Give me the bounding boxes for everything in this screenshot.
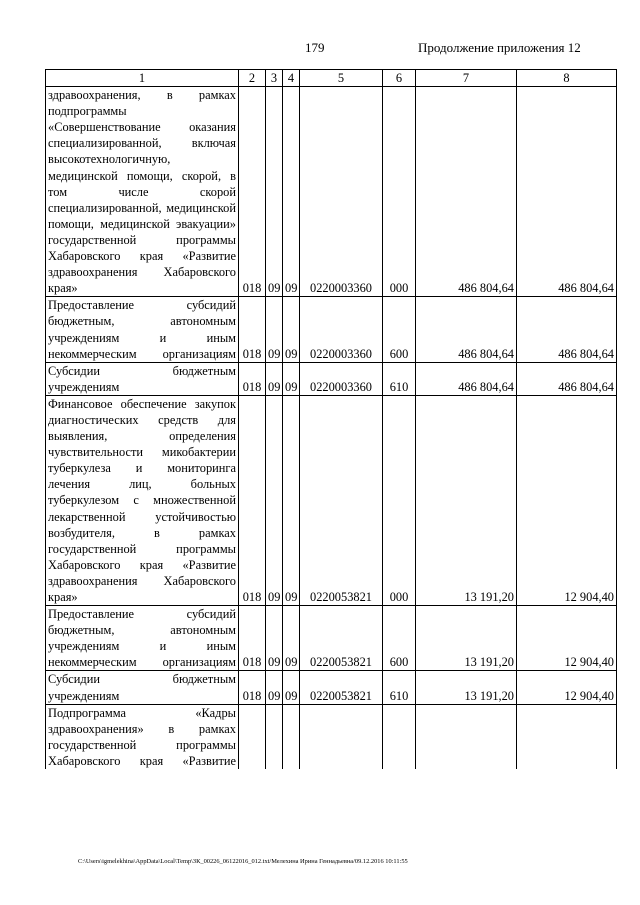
row-description xyxy=(46,671,239,704)
row-description xyxy=(46,606,239,671)
table-row xyxy=(46,704,617,769)
appendix-continuation-label: Продолжение приложения 12 xyxy=(418,40,581,55)
cell-target-article: 0220053821 xyxy=(300,606,383,671)
cell-section xyxy=(266,704,283,769)
row-description xyxy=(46,297,239,362)
cell-amount-col7: 486 804,64 xyxy=(416,297,517,362)
cell-amount-col7: 13 191,20 xyxy=(416,395,517,605)
cell-amount-col8: 486 804,64 xyxy=(517,87,617,297)
cell-amount-col8: 486 804,64 xyxy=(517,297,617,362)
cell-target-article: 0220003360 xyxy=(300,362,383,395)
budget-table xyxy=(45,69,617,769)
table-row xyxy=(46,671,617,704)
column-header: 6 xyxy=(383,70,416,87)
cell-ministry-code: 018 xyxy=(239,395,266,605)
description-text: здравоохранения, в рамках подпрограммы «Совершенствование оказания специализированной, включая высокотехнологичную, медицинской помощи, скорой, в том числе скорой специализированной, медицинской помощи, медицинской эвакуации» государственной программы Хабаровского края «Развитие здравоохранения Хабаровского края» xyxy=(48,88,236,296)
cell-amount-col7 xyxy=(416,704,517,769)
cell-amount-col8: 12 904,40 xyxy=(517,395,617,605)
table-row xyxy=(46,606,617,671)
row-description xyxy=(46,87,239,297)
table-header-row xyxy=(46,70,617,87)
cell-ministry-code: 018 xyxy=(239,606,266,671)
cell-ministry-code: 018 xyxy=(239,87,266,297)
cell-ministry-code: 018 xyxy=(239,362,266,395)
cell-section: 09 xyxy=(266,606,283,671)
cell-amount-col8 xyxy=(517,704,617,769)
file-path-footer: C:\Users\igmelekhina\AppData\Local\Temp\ЗК_00226_06122016_012.txt/Мелехина Ирина Геннадьевна/09.12.2016 10:11:55 xyxy=(78,858,408,865)
column-header: 7 xyxy=(416,70,517,87)
cell-section: 09 xyxy=(266,362,283,395)
description-text: Подпрограмма «Кадры здравоохранения» в рамках государственной программы Хабаровского края «Развитие xyxy=(48,705,236,768)
column-header: 8 xyxy=(517,70,617,87)
cell-expense-type: 600 xyxy=(383,297,416,362)
cell-subsection: 09 xyxy=(283,671,300,704)
cell-section: 09 xyxy=(266,395,283,605)
cell-subsection xyxy=(283,704,300,769)
cell-subsection: 09 xyxy=(283,362,300,395)
table-row xyxy=(46,395,617,605)
cell-target-article xyxy=(300,704,383,769)
column-header: 3 xyxy=(266,70,283,87)
description-text: Предоставление субсидий бюджетным, автономным учреждениям и иным некоммерческим организациям xyxy=(48,298,236,361)
description-text: Субсидии бюджетным учреждениям xyxy=(48,672,236,703)
cell-section: 09 xyxy=(266,297,283,362)
cell-section: 09 xyxy=(266,671,283,704)
description-text: Финансовое обеспечение закупок диагностических средств для выявления, определения чувствительности микобактерии туберкулеза и мониторинга лечения лиц, больных туберкулезом с множественной лекарственной устойчивостью возбудителя, в рамках государственной программы Хабаровского края «Развитие здравоохранения Хабаровского края» xyxy=(48,396,236,604)
description-text: Предоставление субсидий бюджетным, автономным учреждениям и иным некоммерческим организациям xyxy=(48,607,236,670)
column-header: 1 xyxy=(46,70,239,87)
cell-section: 09 xyxy=(266,87,283,297)
cell-amount-col7: 486 804,64 xyxy=(416,87,517,297)
column-header: 4 xyxy=(283,70,300,87)
cell-subsection: 09 xyxy=(283,606,300,671)
cell-ministry-code: 018 xyxy=(239,297,266,362)
cell-expense-type: 000 xyxy=(383,87,416,297)
cell-ministry-code xyxy=(239,704,266,769)
cell-target-article: 0220003360 xyxy=(300,87,383,297)
description-text: Субсидии бюджетным учреждениям xyxy=(48,363,236,394)
row-description xyxy=(46,362,239,395)
table-row xyxy=(46,297,617,362)
cell-expense-type: 600 xyxy=(383,606,416,671)
row-description xyxy=(46,704,239,769)
cell-expense-type: 610 xyxy=(383,671,416,704)
cell-amount-col7: 13 191,20 xyxy=(416,606,517,671)
table-row xyxy=(46,362,617,395)
cell-target-article: 0220053821 xyxy=(300,395,383,605)
column-header: 5 xyxy=(300,70,383,87)
row-description xyxy=(46,395,239,605)
cell-subsection: 09 xyxy=(283,87,300,297)
cell-expense-type: 000 xyxy=(383,395,416,605)
table-row xyxy=(46,87,617,297)
cell-expense-type: 610 xyxy=(383,362,416,395)
column-header: 2 xyxy=(239,70,266,87)
cell-target-article: 0220003360 xyxy=(300,297,383,362)
cell-ministry-code: 018 xyxy=(239,671,266,704)
cell-amount-col8: 12 904,40 xyxy=(517,606,617,671)
cell-subsection: 09 xyxy=(283,297,300,362)
cell-amount-col8: 486 804,64 xyxy=(517,362,617,395)
cell-target-article: 0220053821 xyxy=(300,671,383,704)
page-number: 179 xyxy=(305,40,325,55)
cell-amount-col8: 12 904,40 xyxy=(517,671,617,704)
cell-amount-col7: 486 804,64 xyxy=(416,362,517,395)
cell-expense-type xyxy=(383,704,416,769)
cell-subsection: 09 xyxy=(283,395,300,605)
cell-amount-col7: 13 191,20 xyxy=(416,671,517,704)
